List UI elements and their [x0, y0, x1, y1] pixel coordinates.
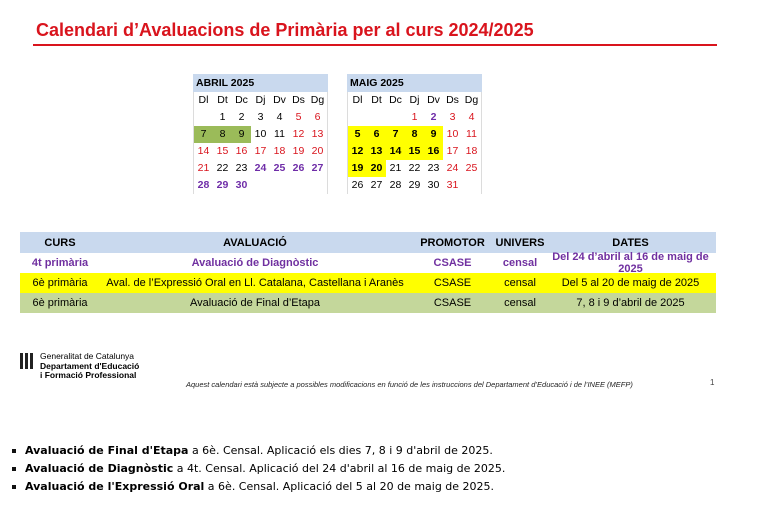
dow-cell: Dv — [273, 94, 286, 106]
table-row — [20, 273, 716, 293]
day-cell: 12 — [348, 143, 367, 160]
day-cell: 26 — [292, 162, 305, 174]
day-cell: 18 — [273, 145, 286, 157]
day-cell: 19 — [348, 160, 367, 177]
table-cell: censal — [504, 277, 536, 289]
day-cell: 12 — [292, 128, 305, 140]
calendar-month-header: ABRIL 2025 — [193, 74, 328, 92]
day-cell: 4 — [468, 111, 475, 123]
calendar-month-header: MAIG 2025 — [347, 74, 482, 92]
day-cell: 3 — [449, 111, 456, 123]
logo-line: i Formació Professional — [40, 370, 137, 380]
dow-cell: Ds — [292, 94, 305, 106]
dow-cell: Dt — [217, 94, 228, 106]
day-cell: 25 — [273, 162, 286, 174]
bullet-icon — [12, 449, 16, 453]
logo-line: Generalitat de Catalunya — [40, 351, 135, 361]
day-cell: 4 — [276, 111, 283, 123]
day-cell — [348, 109, 367, 126]
day-cell: 22 — [408, 162, 421, 174]
day-cell: 23 — [235, 162, 248, 174]
dow-cell: Dc — [235, 94, 248, 106]
list-item-text: a 4t. Censal. Aplicació del 24 d'abril al 16 de maig de 2025. — [173, 462, 506, 475]
list-item — [12, 478, 505, 496]
day-cell: 16 — [424, 143, 443, 160]
table-row — [20, 253, 716, 273]
day-cell: 10 — [254, 128, 267, 140]
page-title: Calendari d’Avaluacions de Primària per al curs 2024/2025 — [36, 20, 534, 40]
header-cell: DATES — [612, 236, 649, 249]
day-cell: 17 — [254, 145, 267, 157]
day-cell: 17 — [446, 145, 459, 157]
bullet-icon — [12, 467, 16, 471]
table-cell: 6è primària — [32, 277, 88, 289]
page-number: 1 — [710, 378, 715, 387]
table-cell: censal — [504, 297, 536, 309]
list-item-text: a 6è. Censal. Aplicació els dies 7, 8 i 9 d'abril de 2025. — [188, 444, 493, 457]
calendar-may — [347, 74, 482, 194]
list-item-text: a 6è. Censal. Aplicació del 5 al 20 de maig de 2025. — [204, 480, 495, 493]
day-cell: 6 — [367, 126, 386, 143]
day-cell: 28 — [389, 179, 402, 191]
list-item-title: Avaluació de l'Expressió Oral — [25, 480, 205, 493]
calendar-grid — [348, 92, 481, 194]
day-cell: 30 — [427, 179, 440, 191]
day-cell — [251, 177, 270, 194]
day-cell: 5 — [348, 126, 367, 143]
table-cell: CSASE — [433, 257, 472, 269]
list-item — [12, 442, 505, 460]
generalitat-emblem-icon — [20, 353, 34, 369]
summary-list — [12, 442, 505, 496]
table-row — [20, 293, 716, 313]
dow-cell: Dg — [464, 94, 479, 106]
day-cell: 29 — [216, 179, 229, 191]
day-cell: 7 — [386, 126, 405, 143]
day-cell: 20 — [367, 160, 386, 177]
evaluations-table — [20, 232, 716, 313]
table-cell: Avaluació de Diagnòstic — [191, 257, 319, 269]
day-cell: 11 — [466, 128, 477, 140]
day-cell — [386, 109, 405, 126]
dow-cell: Dv — [427, 94, 440, 106]
dow-cell: Dc — [389, 94, 402, 106]
day-cell: 18 — [465, 145, 478, 157]
header-cell: UNIVERS — [495, 236, 545, 249]
table-cell: 6è primària — [32, 297, 88, 309]
day-cell — [462, 177, 481, 194]
day-cell: 6 — [314, 111, 321, 123]
day-cell: 26 — [351, 179, 364, 191]
calendar-april — [193, 74, 328, 194]
day-cell: 3 — [257, 111, 264, 123]
list-item — [12, 460, 505, 478]
day-cell: 1 — [411, 111, 418, 123]
day-cell — [289, 177, 308, 194]
day-cell: 28 — [197, 179, 210, 191]
table-cell: Del 24 d’abril al 16 de maig de 2025 — [552, 251, 709, 275]
day-cell: 11 — [274, 128, 285, 140]
list-item-title: Avaluació de Diagnòstic — [25, 462, 174, 475]
day-cell: 30 — [235, 179, 248, 191]
day-cell: 23 — [427, 162, 440, 174]
table-cell: 4t primària — [31, 257, 89, 269]
table-cell: Del 5 al 20 de maig de 2025 — [561, 277, 700, 289]
day-cell: 15 — [216, 145, 229, 157]
day-cell: 13 — [367, 143, 386, 160]
day-cell: 2 — [238, 111, 245, 123]
dow-cell: Dj — [255, 94, 266, 106]
day-cell: 9 — [424, 126, 443, 143]
table-cell: Avaluació de Final d’Etapa — [189, 297, 321, 309]
day-cell — [270, 177, 289, 194]
day-cell: 21 — [197, 162, 210, 174]
logo-line: Departament d'Educació — [40, 360, 140, 371]
table-cell: censal — [502, 257, 538, 269]
day-cell — [308, 177, 327, 194]
day-cell — [194, 109, 213, 126]
day-cell: 29 — [408, 179, 421, 191]
list-item-title: Avaluació de Final d'Etapa — [25, 444, 189, 457]
bullet-icon — [12, 485, 16, 489]
day-cell: 22 — [216, 162, 229, 174]
day-cell: 10 — [446, 128, 459, 140]
table-cell: CSASE — [433, 277, 472, 289]
day-cell: 14 — [197, 145, 210, 157]
day-cell: 8 — [405, 126, 424, 143]
table-cell: 7, 8 i 9 d’abril de 2025 — [576, 297, 685, 309]
dow-cell: Dt — [371, 94, 382, 106]
day-cell: 27 — [370, 179, 383, 191]
day-cell: 13 — [311, 128, 324, 140]
dow-cell: Ds — [446, 94, 459, 106]
dow-cell: Dl — [352, 94, 363, 106]
header-cell: PROMOTOR — [420, 236, 485, 249]
generalitat-logo — [20, 352, 139, 381]
title-rule — [33, 44, 717, 46]
day-cell: 7 — [194, 126, 213, 143]
table-cell: CSASE — [433, 297, 472, 309]
day-cell — [367, 109, 386, 126]
day-cell: 2 — [430, 111, 437, 123]
day-cell: 9 — [232, 126, 251, 143]
day-cell: 27 — [311, 162, 324, 174]
day-cell: 24 — [254, 162, 267, 174]
table-cell: Aval. de l’Expressió Oral en Ll. Catalana, Castellana i Aranès — [106, 277, 404, 289]
day-cell: 21 — [389, 162, 402, 174]
day-cell: 31 — [446, 179, 459, 191]
day-cell: 1 — [219, 111, 226, 123]
disclaimer-note: Aquest calendari està subjecte a possibles modificacions en funció de les instruccions del Departament d’Educació i de l’INEE (MEFP) — [186, 380, 633, 389]
day-cell: 19 — [292, 145, 305, 157]
day-cell: 25 — [465, 162, 478, 174]
day-cell: 15 — [405, 143, 424, 160]
day-cell: 20 — [311, 145, 324, 157]
header-cell: AVALUACIÓ — [223, 236, 287, 249]
table-header-row — [20, 232, 716, 253]
dow-cell: Dj — [409, 94, 420, 106]
day-cell: 5 — [295, 111, 302, 123]
day-cell: 8 — [213, 126, 232, 143]
calendar-grid — [194, 92, 327, 194]
header-cell: CURS — [44, 236, 76, 249]
dow-cell: Dl — [198, 94, 209, 106]
day-cell: 14 — [386, 143, 405, 160]
dow-cell: Dg — [310, 94, 325, 106]
day-cell: 24 — [446, 162, 459, 174]
day-cell: 16 — [235, 145, 248, 157]
